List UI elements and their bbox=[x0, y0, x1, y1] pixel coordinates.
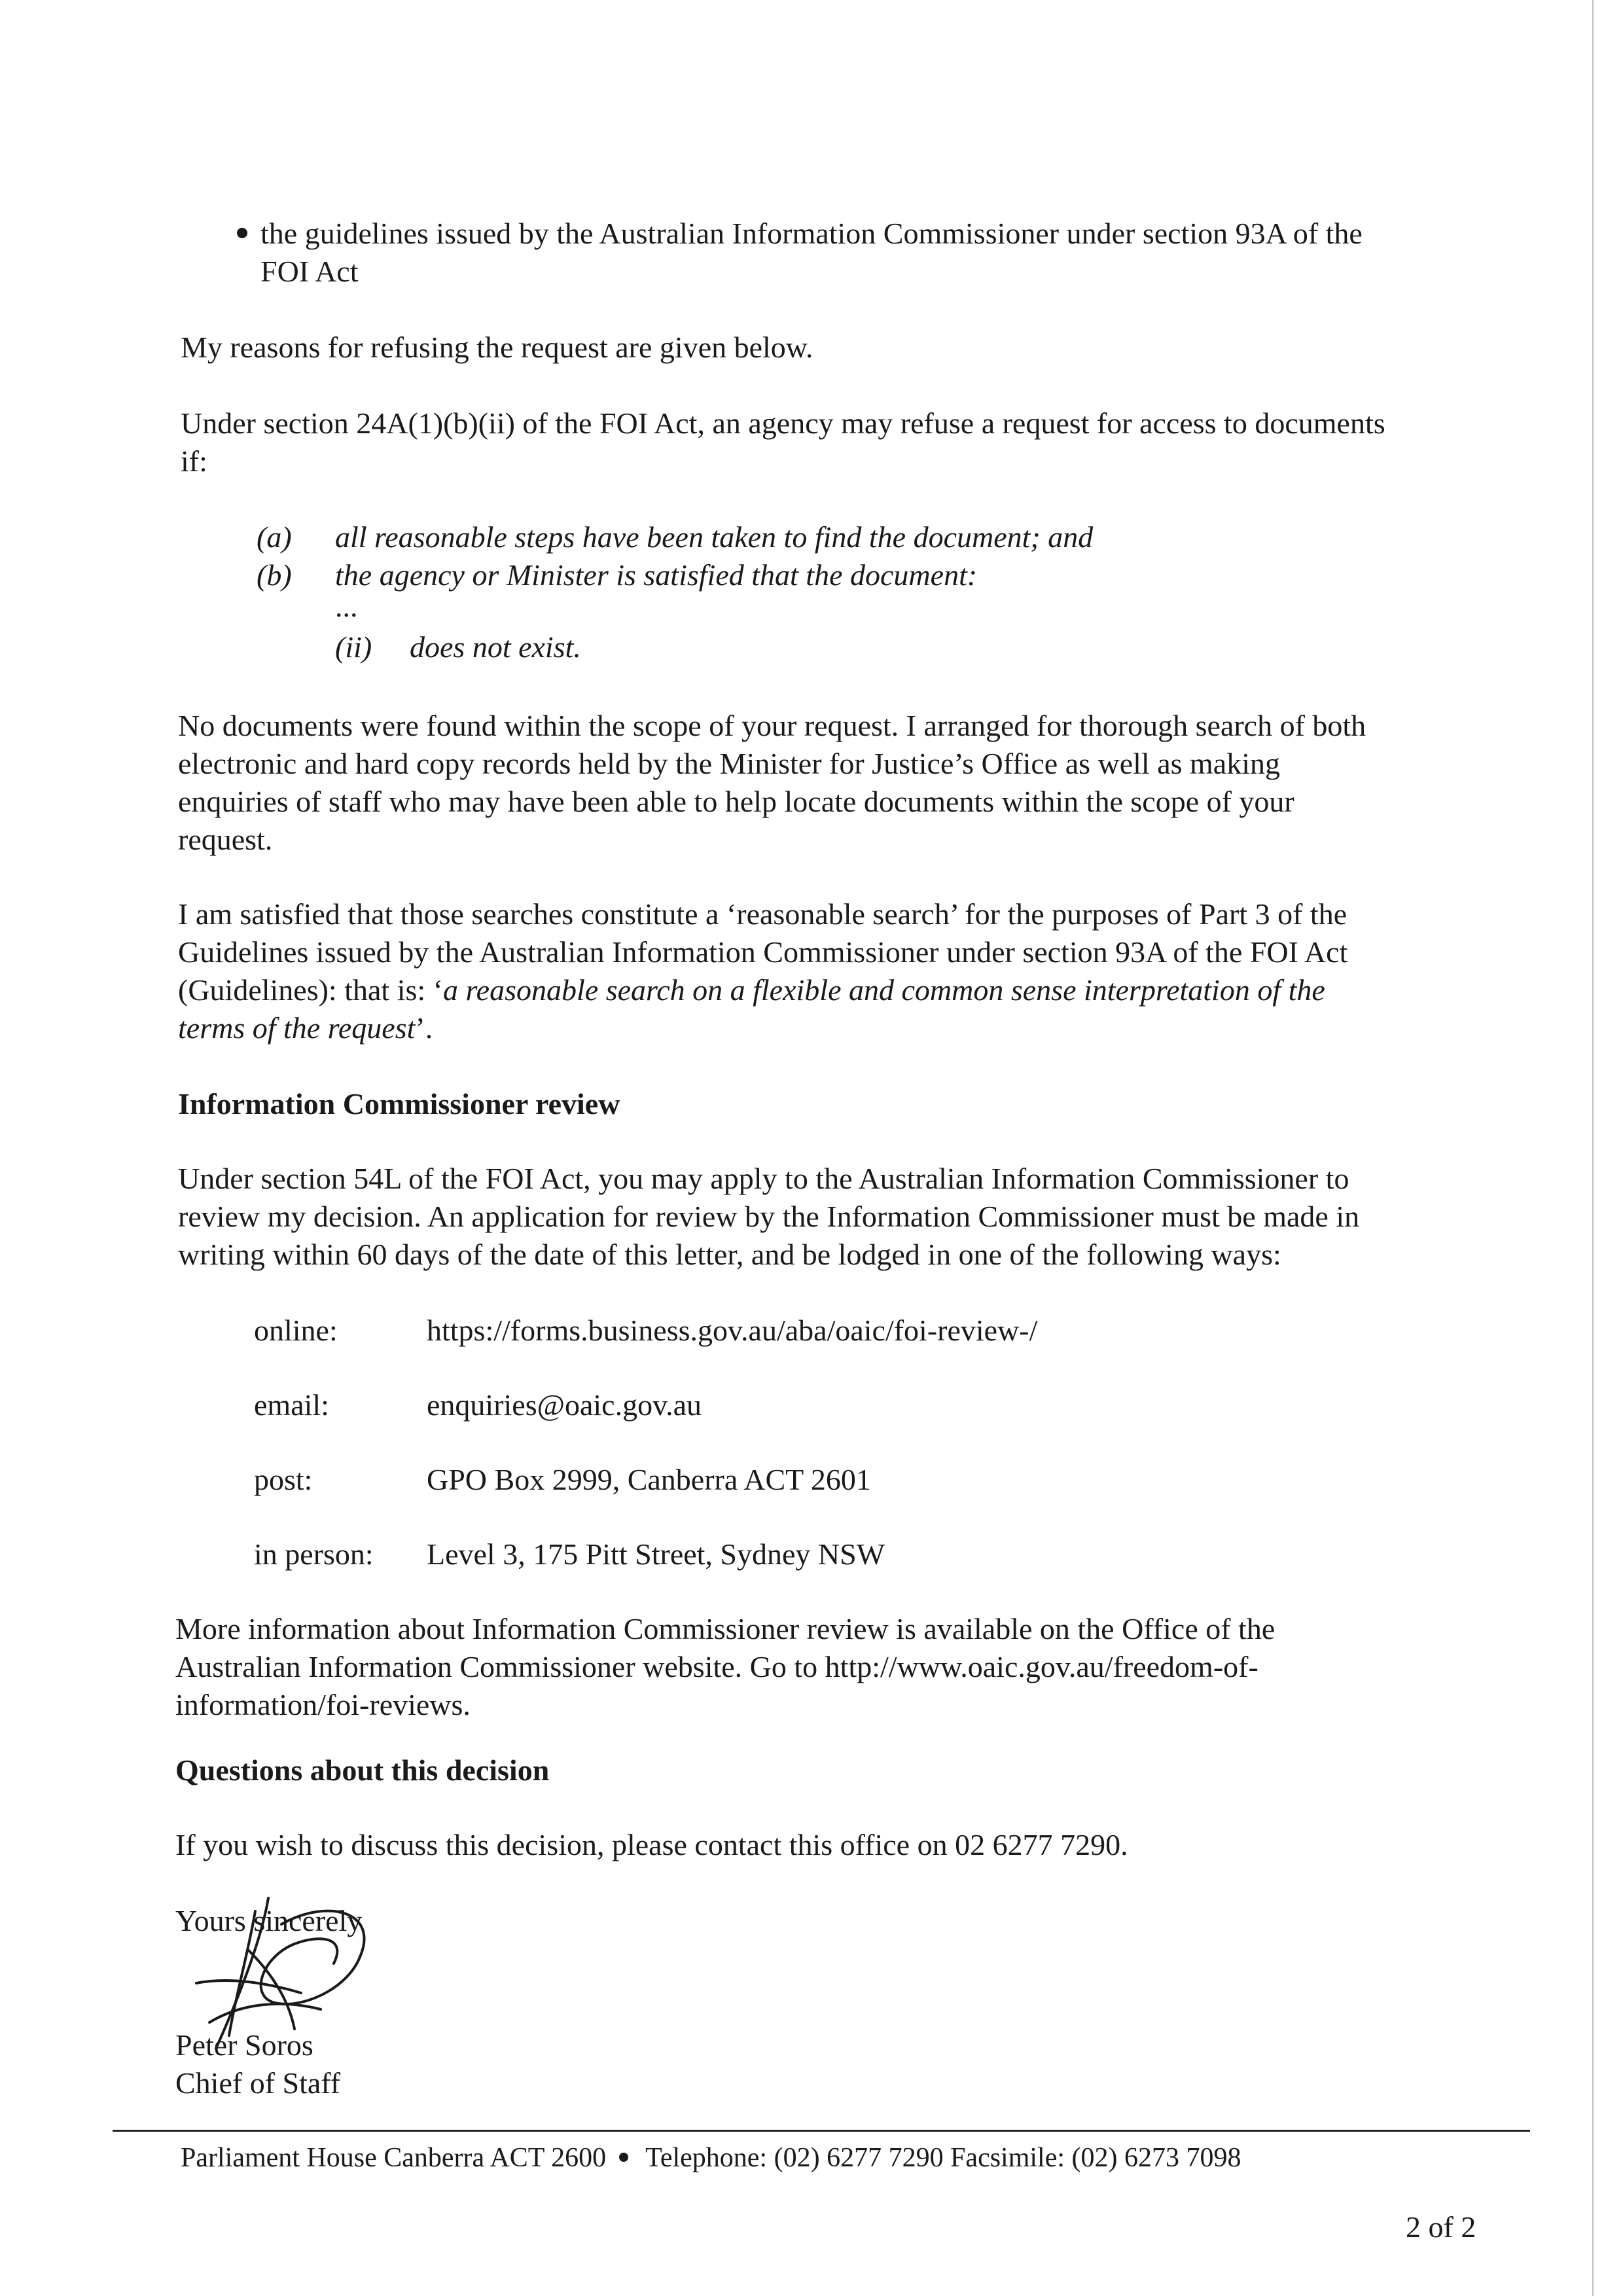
bullet-dot-icon bbox=[237, 228, 247, 238]
contact-label-email: email: bbox=[254, 1388, 329, 1422]
footer-rule bbox=[113, 2130, 1530, 2132]
scan-edge-line bbox=[1592, 0, 1594, 2296]
signatory-title: Chief of Staff bbox=[175, 2066, 341, 2100]
contact-label-in-person: in person: bbox=[254, 1537, 374, 1571]
clause-b-label: (b) bbox=[257, 558, 292, 592]
clause-a-label: (a) bbox=[257, 520, 292, 554]
footer-bullet-icon bbox=[619, 2153, 628, 2162]
clause-b-text: the agency or Minister is satisfied that the document: bbox=[335, 558, 978, 592]
contact-value-email: enquiries@oaic.gov.au bbox=[427, 1388, 702, 1422]
review-paragraph: Under section 54L of the FOI Act, you may apply to the Australian Information Commissioner to review my decision. An application for review by the Information Commissioner must be made in writing within 60 days of the date of this letter, and be lodged in one of the following ways: bbox=[178, 1162, 1360, 1271]
more-info-paragraph: More information about Information Commissioner review is available on the Office of the Australian Information Commissioner website. Go to http://www.oaic.gov.au/freedom-of- information/foi-reviews. bbox=[175, 1612, 1275, 1721]
contact-value-in-person: Level 3, 175 Pitt Street, Sydney NSW bbox=[427, 1537, 885, 1571]
questions-heading: Questions about this decision bbox=[175, 1753, 550, 1787]
review-heading: Information Commissioner review bbox=[178, 1087, 620, 1121]
section-24a-paragraph: Under section 24A(1)(b)(ii) of the FOI Act, an agency may refuse a request for access to documents if: bbox=[181, 406, 1385, 478]
contact-value-online: https://forms.business.gov.au/aba/oaic/foi-review-/ bbox=[427, 1314, 1038, 1347]
contact-label-online: online: bbox=[254, 1314, 338, 1347]
handwritten-signature bbox=[170, 1885, 399, 2081]
page-number: 2 of 2 bbox=[1406, 2210, 1476, 2244]
no-documents-paragraph: No documents were found within the scope of your request. I arranged for thorough search of both electronic and hard copy records held by the Minister for Justice’s Office as well as making enquiries of staff who may have been able to help locate documents within the scope of your request. bbox=[178, 709, 1366, 856]
clause-ii-text: does not exist. bbox=[410, 630, 581, 664]
closing-text: Yours sincerely bbox=[175, 1904, 363, 1937]
questions-text: If you wish to discuss this decision, please contact this office on 02 6277 7290. bbox=[175, 1828, 1128, 1861]
contact-label-post: post: bbox=[254, 1463, 313, 1496]
footer-contact-line: Parliament House Canberra ACT 2600 Telephone: (02) 6277 7290 Facsimile: (02) 6273 7098 bbox=[181, 2143, 1241, 2173]
contact-value-post: GPO Box 2999, Canberra ACT 2601 bbox=[427, 1463, 871, 1496]
clause-ii-label: (ii) bbox=[335, 630, 372, 664]
reasonable-search-paragraph: I am satisfied that those searches constitute a ‘reasonable search’ for the purposes of Part 3 of the Guidelines issued by the Australian Information Commissioner under section 93A of the FOI Act (Guidelines): that is: ‘a reasonable search on a flexible and common sense interpretation of the terms of the request’. bbox=[178, 897, 1348, 1045]
signatory-name: Peter Soros bbox=[175, 2028, 313, 2062]
bullet-text: the guidelines issued by the Australian Information Commissioner under section 93A of the FOI Act bbox=[260, 217, 1363, 288]
reasons-intro: My reasons for refusing the request are given below. bbox=[181, 331, 813, 364]
clause-ellipsis: ... bbox=[335, 590, 358, 623]
clause-a-text: all reasonable steps have been taken to find the document; and bbox=[335, 520, 1094, 554]
